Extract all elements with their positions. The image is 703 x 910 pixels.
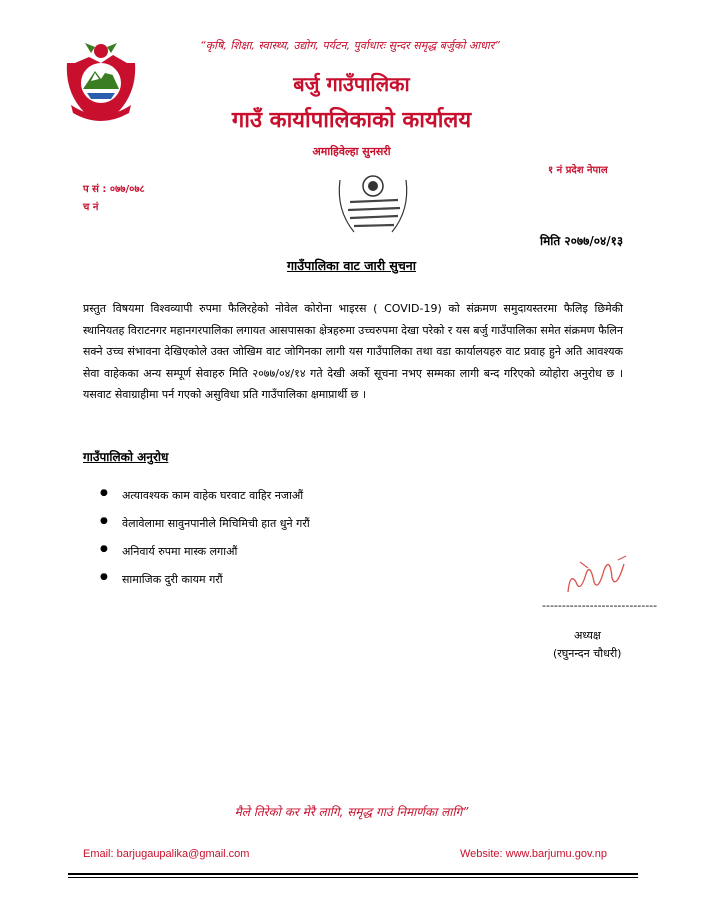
office-address: अमाहिवेल्हा सुनसरी bbox=[312, 145, 391, 158]
notice-date: मिति २०७७/०४/१३ bbox=[540, 234, 624, 248]
notice-heading bbox=[0, 257, 703, 274]
footer-email[interactable]: Email: barjugaupalika@gmail.com bbox=[83, 848, 250, 860]
province-label: १ नं प्रदेश नेपाल bbox=[548, 165, 608, 176]
header-slogan: “कृषि, शिक्षा, स्वास्थ्य, उद्योग, पर्यटन, पुर्वाधारः सुन्दर समृद्ध बर्जुको आधार” bbox=[200, 39, 500, 52]
signature-line: ----------------------------- bbox=[542, 599, 658, 612]
footer-divider bbox=[68, 873, 638, 875]
request-item: ● अनिवार्य रुपमा मास्क लगाऔं bbox=[100, 544, 310, 572]
handwritten-signature bbox=[560, 552, 640, 602]
request-item: ● सामाजिक दुरी कायम गरौं bbox=[100, 572, 310, 600]
request-item: ● वेलावेलामा सावुनपानीले मिचिमिची हात धुने गरौं bbox=[100, 516, 310, 544]
footer-website[interactable]: Website: www.barjumu.gov.np bbox=[460, 848, 607, 860]
footer-slogan: मैले तिरेको कर मेरै लागि, समृद्ध गाउं निमार्णका लागि” bbox=[234, 805, 469, 819]
footer-divider-thin bbox=[68, 877, 638, 878]
notice-body: प्रस्तुत विषयमा विश्वव्यापी रुपमा फैलिरहेको नोवेल कोरोना भाइरस ( COVID-19) को संक्रमण समुदायस्तरमा फैलिइ छिमेकी स्थानियतह विराटनगर महानगरपालिका लगायत आसपासका क्षेत्रहरुमा उच्चरुपमा देखा परेको र यस बर्जु गाउँपालिका समेत संक्रमण फैलिन सक्ने उच्च संभावना देखिएकोले उक्त जोखिम वाट जोगिनका लागी यस गाउँपालिका तथा वडा कार्यालयहरु वाट प्रवाह हुने अति आवश्यक सेवा वाहेकका अन्य सम्पूर्ण सेवाहरु मिति २०७७/०४/१४ गते देखी अर्को सूचना नभए सम्मका लागी बन्द गरिएको व्योहोरा अनुरोध छ ।यसवाट सेवाग्राहीमा पर्न गएको असुविधा प्रति गाउँपालिका क्षमाप्रार्थी छ । bbox=[83, 302, 623, 401]
signatory-title: अध्यक्ष bbox=[574, 629, 601, 642]
request-list bbox=[100, 488, 310, 600]
request-item: ● अत्यावश्यक काम वाहेक घरवाट वाहिर नजाऔं bbox=[100, 488, 310, 516]
office-name: गाउँ कार्यापालिकाको कार्यालय bbox=[231, 108, 472, 133]
notice-heading-text: गाउँपालिका वाट जारी सुचना bbox=[287, 258, 416, 273]
signatory-name: (रघुनन्दन चौधरी) bbox=[553, 647, 622, 660]
municipality-name: बर्जु गाउँपालिका bbox=[293, 72, 410, 96]
dispatch-number: च नं bbox=[83, 202, 99, 213]
office-stamp bbox=[328, 170, 418, 240]
request-heading: गाउँपालिको अनुरोध bbox=[83, 450, 169, 464]
reference-number: प सं : ०७७/०७८ bbox=[83, 184, 145, 195]
